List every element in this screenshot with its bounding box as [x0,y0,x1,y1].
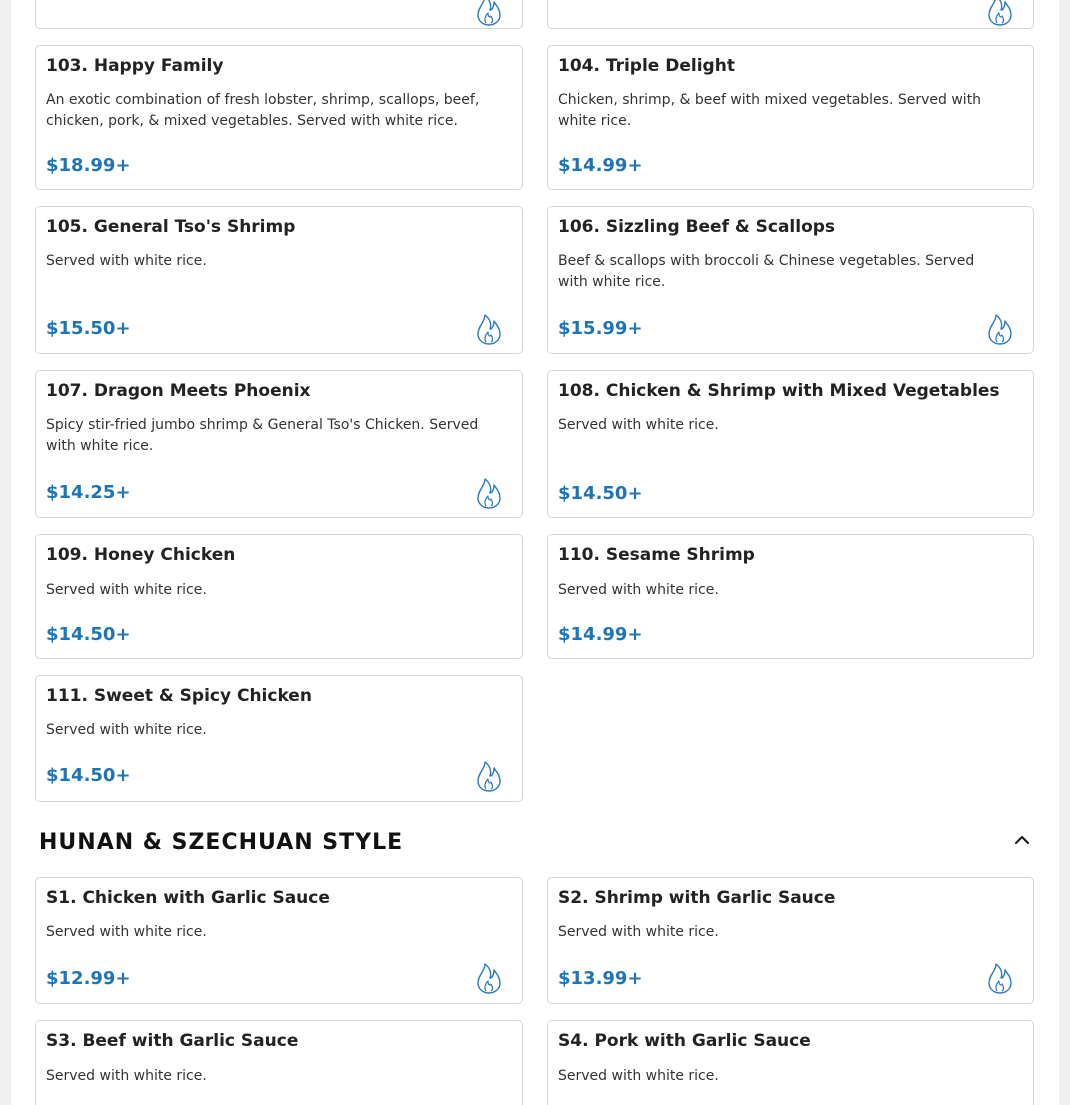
item-price: $18.99+ [46,155,131,176]
item-price: $12.99+ [46,968,131,989]
menu-item-card[interactable] [547,45,1034,190]
item-description: Served with white rice. [46,722,207,738]
item-name: 103. Happy Family [46,56,224,76]
spicy-flame-icon [476,313,502,345]
item-description: Served with white rice. [558,417,719,433]
item-name: 105. General Tso's Shrimp [46,217,296,237]
item-name: S4. Pork with Garlic Sauce [558,1031,811,1051]
item-description: Beef & scallops with broccoli & Chinese vegetables. Served with white rice. [558,253,975,290]
item-price: $15.99+ [558,318,643,339]
item-name: 107. Dragon Meets Phoenix [46,381,311,401]
menu-item-card[interactable] [35,534,523,659]
section-title: HUNAN & SZECHUAN STYLE [39,830,404,855]
item-description: Served with white rice. [558,582,719,598]
spicy-flame-icon [476,760,502,792]
item-name: 104. Triple Delight [558,56,735,76]
item-name: S2. Shrimp with Garlic Sauce [558,888,836,908]
menu-item-card[interactable] [35,370,523,518]
item-name: 108. Chicken & Shrimp with Mixed Vegetables [558,381,1000,401]
menu-item-card[interactable] [35,877,523,1004]
item-price: $15.50+ [46,318,131,339]
item-price: $14.50+ [46,624,131,645]
item-price: $14.99+ [558,155,643,176]
section-header-hunan-szechuan[interactable] [39,827,1035,861]
item-description: Served with white rice. [46,253,207,269]
chevron-up-icon[interactable] [1009,827,1035,853]
menu-item-card[interactable] [35,206,523,354]
item-name: 109. Honey Chicken [46,545,236,565]
item-name: S1. Chicken with Garlic Sauce [46,888,330,908]
menu-item-card[interactable] [35,1020,523,1105]
item-description: Chicken, shrimp, & beef with mixed vegetables. Served with white rice. [558,92,982,129]
menu-item-card[interactable] [35,0,523,29]
menu-item-card[interactable] [35,45,523,190]
menu-item-card[interactable] [547,534,1034,659]
item-price: $13.99+ [558,968,643,989]
menu-item-card[interactable] [547,206,1034,354]
item-description: An exotic combination of fresh lobster, shrimp, scallops, beef, chicken, pork, & mixed vegetables. Served with white rice. [46,92,480,129]
item-name: 110. Sesame Shrimp [558,545,755,565]
item-name: 106. Sizzling Beef & Scallops [558,217,836,237]
item-name: 111. Sweet & Spicy Chicken [46,686,312,706]
item-price: $14.50+ [558,483,643,504]
item-description: Served with white rice. [46,1068,207,1084]
menu-item-card[interactable] [547,877,1034,1004]
item-description: Served with white rice. [558,924,719,940]
item-description: Served with white rice. [46,582,207,598]
spicy-flame-icon [476,962,502,994]
item-description: Served with white rice. [46,924,207,940]
item-name: S3. Beef with Garlic Sauce [46,1031,299,1051]
menu-item-card[interactable] [35,675,523,802]
item-description: Served with white rice. [558,1068,719,1084]
item-price: $14.99+ [558,624,643,645]
spicy-flame-icon [987,313,1013,345]
menu-item-card[interactable] [547,370,1034,518]
spicy-flame-icon [476,0,502,26]
item-description: Spicy stir-fried jumbo shrimp & General Tso's Chicken. Served with white rice. [46,417,479,454]
menu-item-card[interactable] [547,1020,1034,1105]
item-price: $14.25+ [46,482,131,503]
menu-page [11,0,1059,1105]
spicy-flame-icon [987,0,1013,26]
spicy-flame-icon [476,477,502,509]
spicy-flame-icon [987,962,1013,994]
menu-item-card[interactable] [547,0,1034,29]
item-price: $14.50+ [46,765,131,786]
